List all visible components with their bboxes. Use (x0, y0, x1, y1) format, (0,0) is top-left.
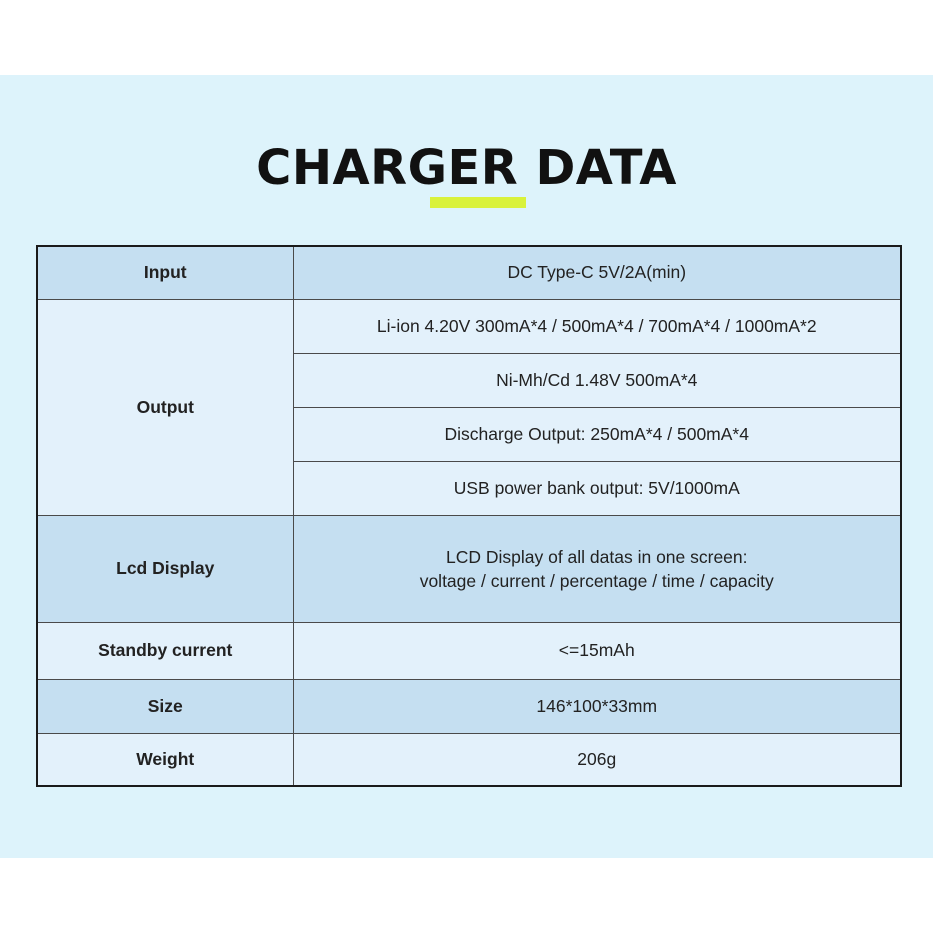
value-lcd-line-1: LCD Display of all datas in one screen: (445, 546, 748, 567)
value-input: DC Type-C 5V/2A(min) (293, 246, 901, 299)
label-input: Input (37, 246, 293, 299)
table-row-lcd (37, 515, 901, 622)
spec-table (36, 245, 902, 787)
label-standby: Standby current (37, 622, 293, 679)
table-row-size (37, 679, 901, 733)
value-output-4: USB power bank output: 5V/1000mA (293, 461, 901, 515)
table-row-weight (37, 733, 901, 786)
table-row-output-1 (37, 299, 901, 353)
page-title: CHARGER DATA (256, 140, 677, 196)
value-output-2: Ni-Mh/Cd 1.48V 500mA*4 (293, 353, 901, 407)
value-size: 146*100*33mm (293, 679, 901, 733)
label-lcd: Lcd Display (37, 515, 293, 622)
value-standby: <=15mAh (293, 622, 901, 679)
value-weight: 206g (293, 733, 901, 786)
label-output: Output (37, 299, 293, 515)
table-row-standby (37, 622, 901, 679)
value-lcd (293, 515, 901, 622)
table-row-input (37, 246, 901, 299)
value-lcd-line-2: voltage / current / percentage / time / capacity (419, 570, 774, 591)
label-size: Size (37, 679, 293, 733)
value-output-3: Discharge Output: 250mA*4 / 500mA*4 (293, 407, 901, 461)
value-output-1: Li-ion 4.20V 300mA*4 / 500mA*4 / 700mA*4 / 1000mA*2 (293, 299, 901, 353)
title-underline (430, 197, 526, 208)
label-weight: Weight (37, 733, 293, 786)
